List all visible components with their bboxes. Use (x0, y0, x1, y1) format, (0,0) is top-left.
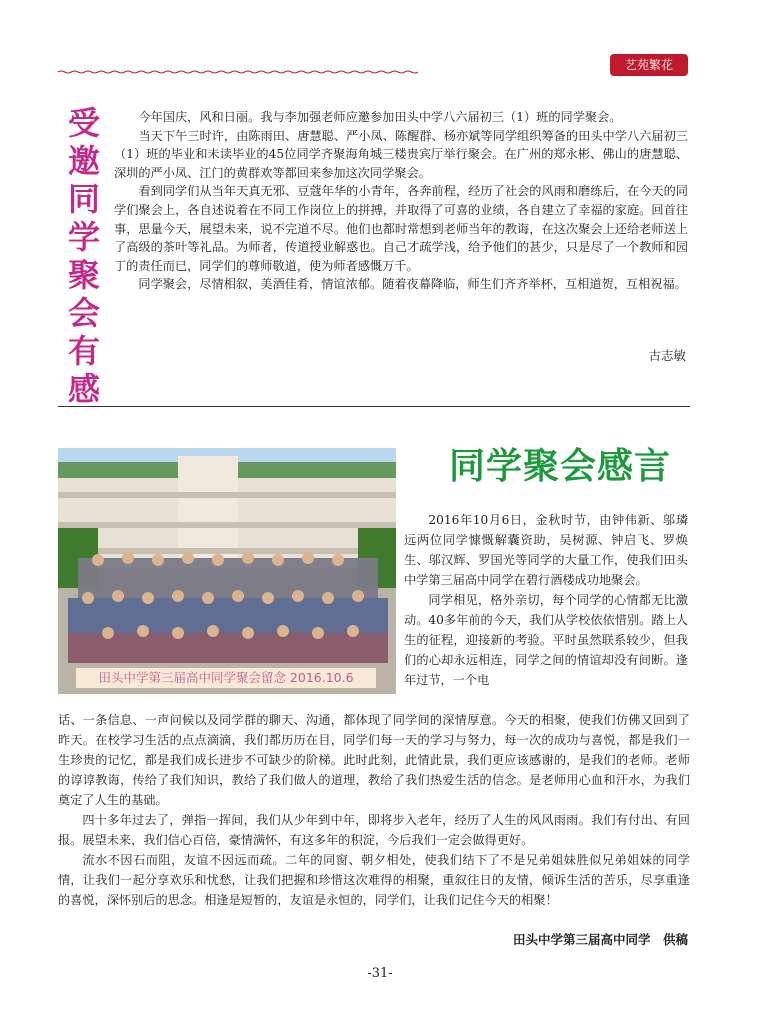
article2-credit: 田头中学第三届高中同学 供稿 (512, 932, 688, 947)
paragraph: 同学相见，格外亲切，每个同学的心情都无比激动。40多年前的今天，我们从学校依依惜别。踏上人生的征程，迎接新的考验。平时虽然联系较少，但我们的心却永远相连，同学之间的情谊却没有间断。逢年过节，一个电 (404, 593, 688, 687)
article1-title (64, 104, 104, 408)
article1-body (114, 108, 688, 294)
paragraph: 今年国庆，风和日丽。我与李加强老师应邀参加田头中学八六届初三（1）班的同学聚会。 (138, 110, 622, 124)
paragraph: 同学聚会，尽情相叙，美酒佳肴，情谊浓郁。随着夜幕降临，师生们齐齐举杯，互相道贺，互相祝福。 (138, 277, 687, 292)
title-char: 受 (67, 104, 100, 142)
photo-caption: 田头中学第三届高中同学聚会留念 2016.10.6 (76, 668, 376, 688)
paragraph: 话、一条信息、一声问候以及同学群的聊天、沟通，都体现了同学间的深情厚意。今天的相聚，使我们仿佛又回到了昨天。在校学习生活的点点滴滴，我们都历历在目，同学们每一天的学习与努力，每一次的成功与喜悦，都是我们一生珍贵的记忆，都是我们成长进步不可缺少的阶梯。此时此刻，此情此景，我们更应该感谢的，是我们的老师。老师的谆谆教诲，传给了我们知识，教给了我们做人的道理，教给了我们热爱生活的信念。是老师用心血和汗水，为我们奠定了人生的基础。 (58, 713, 690, 807)
section-divider (58, 406, 690, 407)
article2-full-body (58, 710, 690, 910)
title-char: 邀 (67, 142, 100, 180)
page-header (58, 54, 688, 78)
paragraph: 流水不因石而阻，友谊不因远而疏。二年的同窗、朝夕相处，使我们结下了不是兄弟姐妹胜似兄弟姐妹的同学情，让我们一起分享欢乐和忧愁，让我们把握和珍惜这次难得的相聚，重叙往日的友情，倾诉生活的苦乐，尽享重逢的喜悦，深怀别后的思念。相逢是短暂的，友谊是永恒的，同学们，让我们记住今天的相聚！ (58, 853, 690, 907)
paragraph: 当天下午三时许，由陈雨田、唐慧聪、严小凤、陈醒群、杨亦斌等同学组织筹备的田头中学八六届初三（1）班的毕业和未读毕业的45位同学齐聚海角城三楼贵宾厅举行聚会。在广州的郑永彬、佛山的唐慧聪、深圳的严小凤、江门的黄群欢等都回来参加这次同学聚会。 (114, 128, 688, 180)
title-char: 聚 (67, 256, 100, 294)
paragraph: 2016年10月6日，金秋时节，由钟伟新、邬璘远两位同学慷慨解囊资助，吴树源、钟启飞、罗焕生、邬汉辉、罗国光等同学的大量工作，使我们田头中学第三届高中同学在碧行酒楼成功地聚会。 (404, 513, 688, 587)
group-photo-illustration (58, 448, 396, 694)
title-char: 感 (67, 370, 100, 408)
article1-author: 古志敏 (648, 348, 686, 363)
title-char: 会 (67, 294, 100, 332)
article2-title: 同学聚会感言 (448, 446, 671, 487)
title-char: 学 (67, 218, 100, 256)
article2-side-body (404, 510, 688, 690)
title-char: 有 (67, 332, 100, 370)
wavy-rule (58, 70, 418, 74)
paragraph: 四十多年过去了，弹指一挥间，我们从少年到中年，即将步入老年，经历了人生的风风雨雨。我们有付出、有回报。展望未来，我们信心百倍，豪情满怀，有这多年的积淀，今后我们一定会做得更好。 (58, 813, 690, 847)
section-badge: 艺苑繁花 (610, 54, 688, 76)
group-photo (58, 448, 396, 694)
title-char: 同 (67, 180, 100, 218)
page-number: -31- (367, 966, 393, 981)
paragraph: 看到同学们从当年天真无邪、豆蔻年华的小青年，各奔前程，经历了社会的风雨和磨练后，在今天的同学们聚会上，各自述说着在不同工作岗位上的拼搏，并取得了可喜的业绩，各自建立了幸福的家庭。回首往事，思量今天，展望未来，说不完道不尽。他们也都时常想到老师当年的教诲，在这次聚会上还给老师送上了高级的茶叶等礼品。为师者，传道授业解惑也。自己才疏学浅，给予他们的甚少，只是尽了一个教师和园丁的责任而已，同学们的尊师敬道，使为师者感慨万千。 (114, 184, 688, 273)
